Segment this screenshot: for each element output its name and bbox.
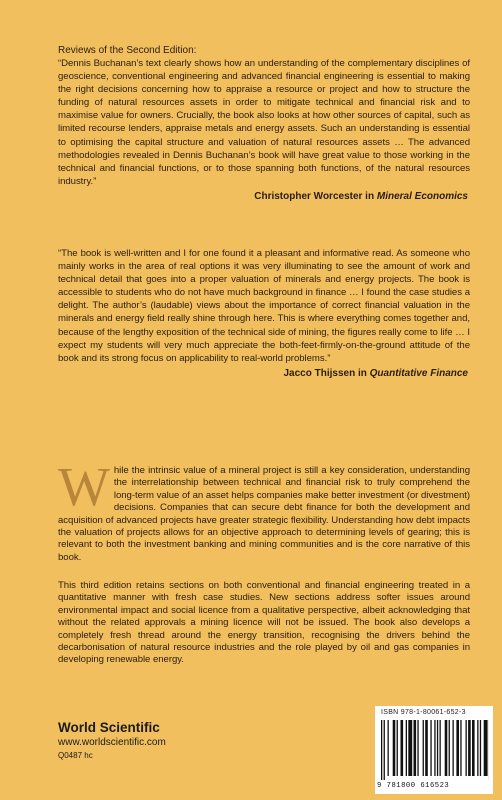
review-2-section (58, 247, 470, 380)
barcode-bar (468, 720, 471, 776)
publisher-name: World Scientific (58, 720, 160, 735)
barcode-bar (484, 720, 488, 776)
publisher-block (58, 720, 166, 762)
description-section-2 (58, 580, 470, 667)
barcode-bar (449, 720, 450, 776)
barcode-bar (406, 720, 407, 776)
review-author-1: Christopher Worcester in (254, 190, 375, 202)
barcode-bar (480, 720, 481, 776)
barcode-bar (456, 720, 459, 776)
barcode-bars (379, 720, 489, 780)
barcode-bar (453, 720, 454, 776)
description-paragraph-2: This third edition retains sections on both conventional and financial engineering treated in a quantitative manner with fresh case studies. New sections address softer issues around environmental impact and social licence from a qualitative perspective, albeit acknowledging that without the related approvals a mining licence will not be issued. The book also develops a completely fresh thread around the energy transition, recognising the drivers behind the decarbonisation of natural resource industries and the role played by oil and gas companies in developing renewable energy. (58, 580, 470, 666)
barcode-bar (397, 720, 398, 776)
review-publication-2: Quantitative Finance (369, 367, 468, 379)
product-code: Q0487 hc (58, 751, 93, 760)
description-section (58, 456, 470, 564)
barcode-bar (445, 720, 448, 776)
barcode-bar (388, 720, 389, 776)
barcode-bar (472, 720, 475, 776)
review-quote-2: “The book is well-written and I for one found it a pleasant and informative read. As someone who mainly works in the area of real options it was very illuminating to see the amount of work and technical detail that goes into a proper valuation of minerals and energy projects. The book is accessible to students who do not have much background in finance … I found the case studies a delight. The author’s (laudable) views about the importance of correct financial valuation in the minerals and energy field really shine through here. This is where everything comes together and, because of the lengthy exposition of the technical side of mining, the figures really come to life … I expect my students will very much appreciate the both-feet-firmly-on-the-ground attitude of the book and its strong focus on applicability to real-world problems.” (58, 248, 470, 364)
barcode-bar (417, 720, 418, 776)
barcode-bar (440, 720, 441, 776)
review-publication-1: Mineral Economics (376, 190, 468, 202)
barcode-number: 9 781800 616523 (377, 782, 450, 790)
barcode-bar (477, 720, 478, 776)
barcode-bar (425, 720, 428, 776)
review-quote-1: “Dennis Buchanan’s text clearly shows how an understanding of the complementary disciplines of geoscience, conventional engineering and advanced financial engineering is essential to making the right decisions concerning how to appraise a resource or project and how to structure the funding of natural resources assets in order to mitigate technical and financial risk and to maximise value for owners. Crucially, the book also looks at how other sources of capital, such as limited recourse lenders, appraise metals and energy assets. Such an understanding is essential to optimising the capital structure and valuation of natural resources assets … The advanced methodologies revealed in Dennis Buchanan’s book will have great value to those working in the technical and financial functions, or to those spanning both functions, of the natural resources industry.” (58, 58, 470, 187)
review-attribution-1 (58, 190, 470, 203)
isbn-label: ISBN 978-1-80061-652-3 (381, 709, 466, 716)
publisher-url: www.worldscientific.com (58, 737, 166, 748)
barcode-bar (423, 720, 424, 776)
isbn-barcode (375, 706, 493, 794)
review-attribution-2 (58, 367, 470, 380)
description-paragraph-1 (58, 456, 470, 564)
barcode-bar (437, 720, 438, 776)
drop-cap: W (58, 456, 110, 517)
barcode-bar (393, 720, 396, 776)
barcode-bar (430, 720, 431, 776)
barcode-bar (381, 720, 382, 780)
barcode-bar (466, 720, 467, 776)
reviews-heading: Reviews of the Second Edition: (58, 45, 197, 56)
barcode-bar (460, 720, 461, 776)
barcode-bar (408, 720, 412, 776)
barcode-bar (401, 720, 404, 776)
review-author-2: Jacco Thijssen in (283, 367, 367, 379)
barcode-bar (384, 720, 385, 780)
reviews-section (58, 44, 470, 203)
barcode-bar (434, 720, 435, 776)
barcode-bar (414, 720, 417, 776)
description-paragraph-1-text: hile the intrinsic value of a mineral project is still a key consideration, understanding the interrelationship between technical and financial risk to truly comprehend the long-term value of an asset helps companies make better investment (or divestment) decisions. Companies that can secure debt finance for both the development and acquisition of advanced projects have greater strategic flexibility. Understanding how debt impacts the valuation of projects allows for an objective approach to determining levels of gearing; this is relevant to both the investment banking and mining communities and is the core narrative of this book. (58, 465, 470, 563)
